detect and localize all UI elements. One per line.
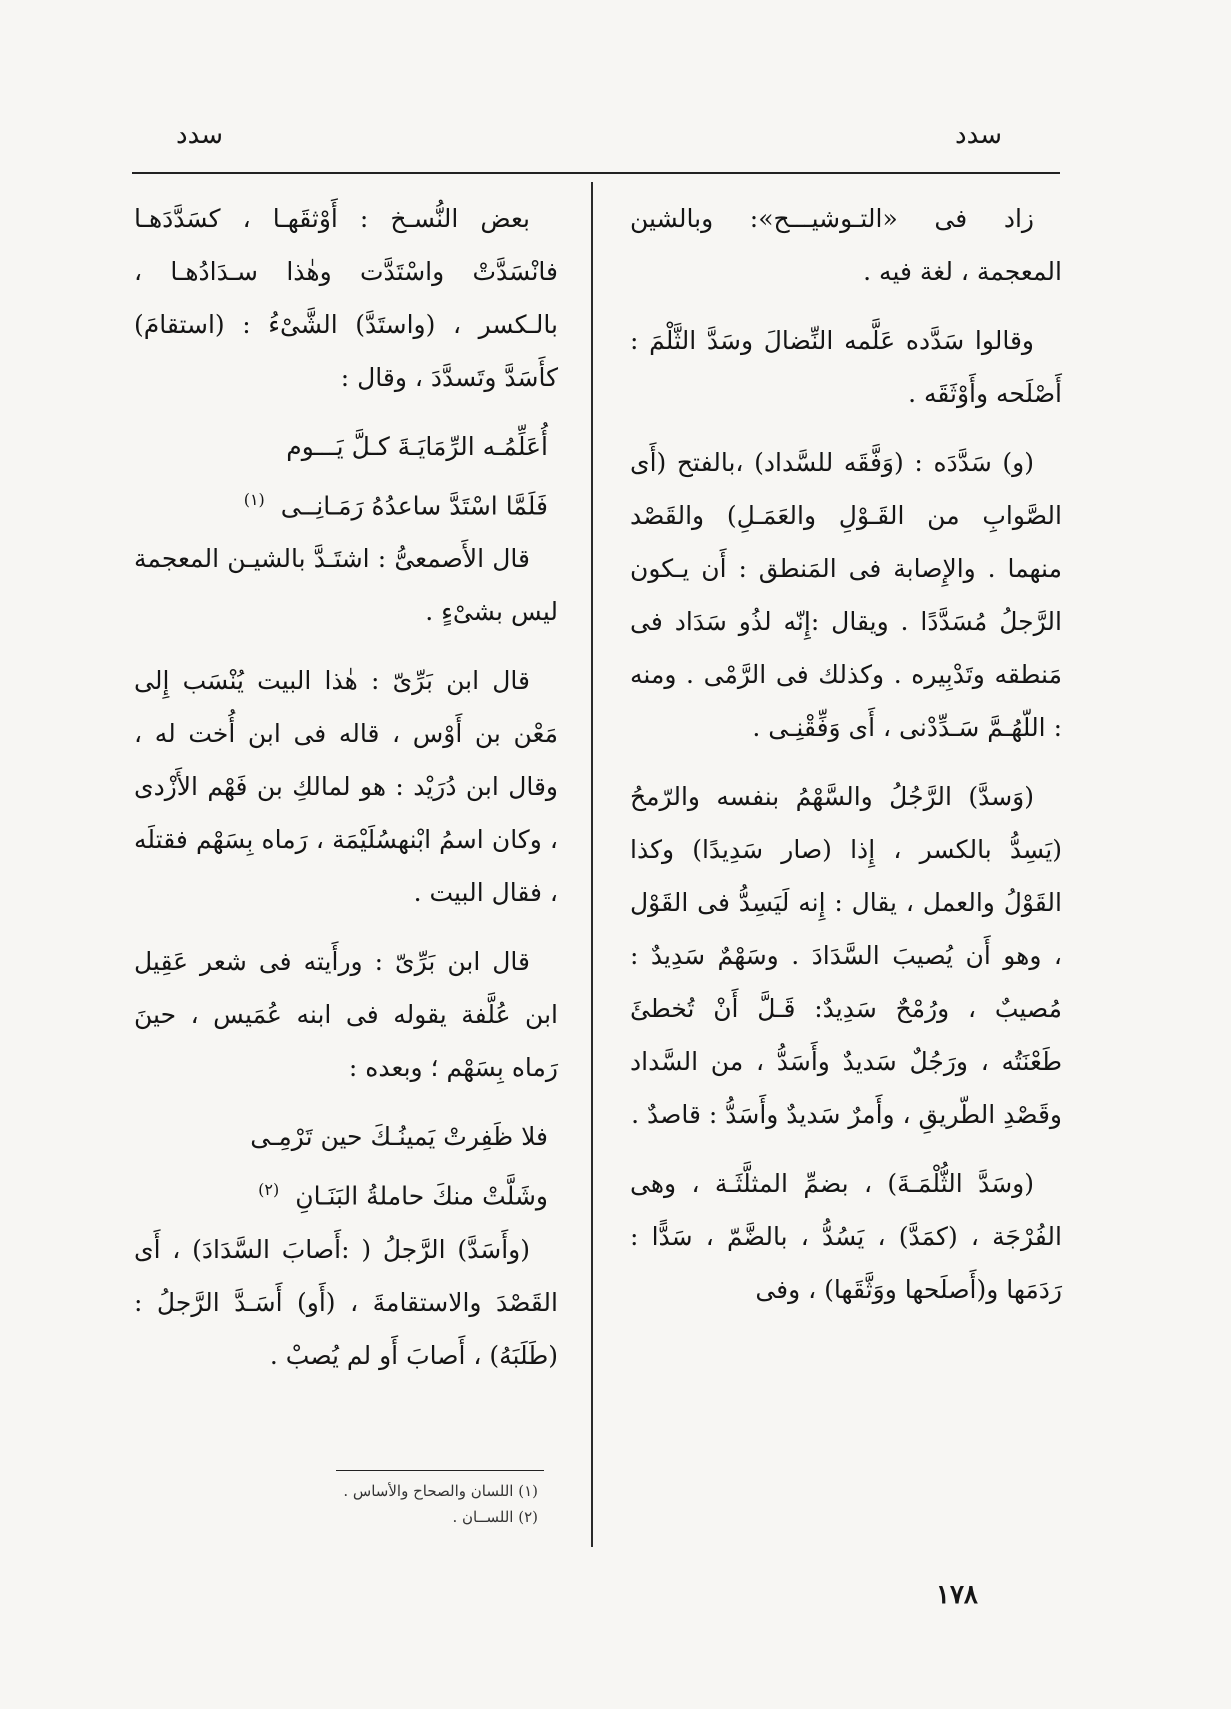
- column-divider: [591, 182, 593, 1547]
- verse-text: وشَلَّتْ منكَ حاملةُ البَنَـانِ: [295, 1181, 548, 1211]
- paragraph: زاد فى «التـوشيـــح»: وبالشين المعجمة ، لغة فيه .: [630, 204, 1062, 286]
- right-column: [630, 192, 1062, 1332]
- paragraph: وقالوا سَدَّده عَلَّمه النِّضالَ وسَدَّ الثَّلْمَ : أَصْلَحه وأَوْثَقَه .: [630, 326, 1062, 408]
- verse-line: [134, 1163, 558, 1222]
- paragraph: بعض النُّسـخ : أَوْثقَهـا ، كسَدَّدَهـا فانْسَدَّتْ واسْتَدَّت وهٰذا سـدَادُهـا ، بالـكسر ، (واستَدَّ) الشَّىْءُ : (استقامَ) كأَسَدَّ وتَسدَّدَ ، وقال :: [134, 204, 558, 392]
- paragraph: قال ابن بَرِّىّ : هٰذا البيت يُنْسَب إِلى مَعْن بن أَوْس ، قاله فى ابن أُخت له ، وقال ابن دُرَيْد : هو لمالكِ بن فَهْم الأَزْدى ، وكان اسمُ ابْنهسُلَيْمَة ، رَماه بِسَهْم فقتلَه ، فقال البيت .: [134, 666, 558, 908]
- verse-block: [134, 1110, 558, 1222]
- verse-line: [134, 473, 558, 532]
- footnote: (١) اللسان والصحاح والأساس .: [343, 1482, 538, 1500]
- running-head-left: سدد: [176, 120, 224, 150]
- footnote: (٢) اللســان .: [452, 1508, 538, 1526]
- paragraph: (و) سَدَّدَه : (وَفَّقَه للسَّداد) ،بالفتح (أَى الصَّوابِ من القَـوْلِ والعَمَـلِ) والقَصْد منهما . والإِصابة فى المَنطق : أَن يـكون الرَّجلُ مُسَدَّدًا . ويقال :إِنّه لذُو سَدَاد فى مَنطقه وتَدْبِيره . وكذلك فى الرَّمْى . ومنه : اللّهُـمَّ سَـدِّدْنى ، أَى وَفِّقْنِـى .: [630, 448, 1062, 742]
- header-rule: [132, 172, 1060, 174]
- verse-line: فلا ظَفِرتْ يَمينُـكَ حين تَرْمِـى: [250, 1122, 548, 1152]
- footnote-ref: (١): [243, 490, 265, 509]
- verse-line: أُعَلِّمُـه الرِّمَايَـةَ كـلَّ يَـــوم: [286, 432, 548, 461]
- verse-text: فَلَمَّا اسْتَدَّ ساعدُهُ رَمَـانِــى: [280, 491, 548, 521]
- verse-block: [134, 420, 558, 532]
- footnote-ref: (٢): [258, 1180, 280, 1200]
- footnotes: [200, 1478, 538, 1530]
- footnote-rule: [336, 1470, 544, 1471]
- running-head-right: سدد: [955, 120, 1003, 150]
- left-column: [134, 192, 558, 1398]
- paragraph: (وأَسَدَّ) الرَّجلُ ( :أَصابَ السَّدَادَ) ، أَى القَصْدَ والاستقامةَ ، (أَو) أَسَـدَّ الرَّجلُ : (طَلَبَهُ) ، أَصابَ أَو لم يُصبْ .: [134, 1234, 558, 1370]
- paragraph: (وسَدَّ الثُّلْمَـةَ) ، بضمِّ المثلَّثَـة ، وهى الفُرْجَة ، (كمَدَّ) ، يَسُدُّ ، بالضَّمّ ، سَدًّا : رَدَمَها و(أَصلَحها ووَثَّقَها) ، وفى: [630, 1169, 1062, 1304]
- paragraph: قال ابن بَرِّىّ : ورأَيته فى شعر عَقِيل ابن عُلَّفة يقوله فى ابنه عُمَيس ، حينَ رَماه بِسَهْم ؛ وبعده :: [134, 947, 558, 1083]
- paragraph: (وَسدَّ) الرَّجُلُ والسَّهْمُ بنفسه والرّمحُ (يَسِدُّ بالكسر ، إِذا (صار سَدِيدًا) وكذا القَوْلُ والعمل ، يقال : إِنه لَيَسِدُّ فى القَوْل ، وهو أَن يُصيبَ السَّدَادَ . وسَهْمٌ سَدِيدٌ : مُصيبٌ ، ورُمْحٌ سَدِيدٌ: قَـلَّ أَنْ تُخطئَ طَعْنَتُه ، ورَجُلٌ سَديدٌ وأَسَدُّ ، من السَّداد وقَصْدِ الطّريقِ ، وأَمرٌ سَديدٌ وأَسَدُّ : قاصدٌ .: [630, 782, 1062, 1129]
- page-number: ١٧٨: [936, 1580, 978, 1610]
- paragraph: قال الأَصمعىُّ : اشتَـدَّ بالشيـن المعجمة ليس بشىْءٍ .: [134, 544, 558, 627]
